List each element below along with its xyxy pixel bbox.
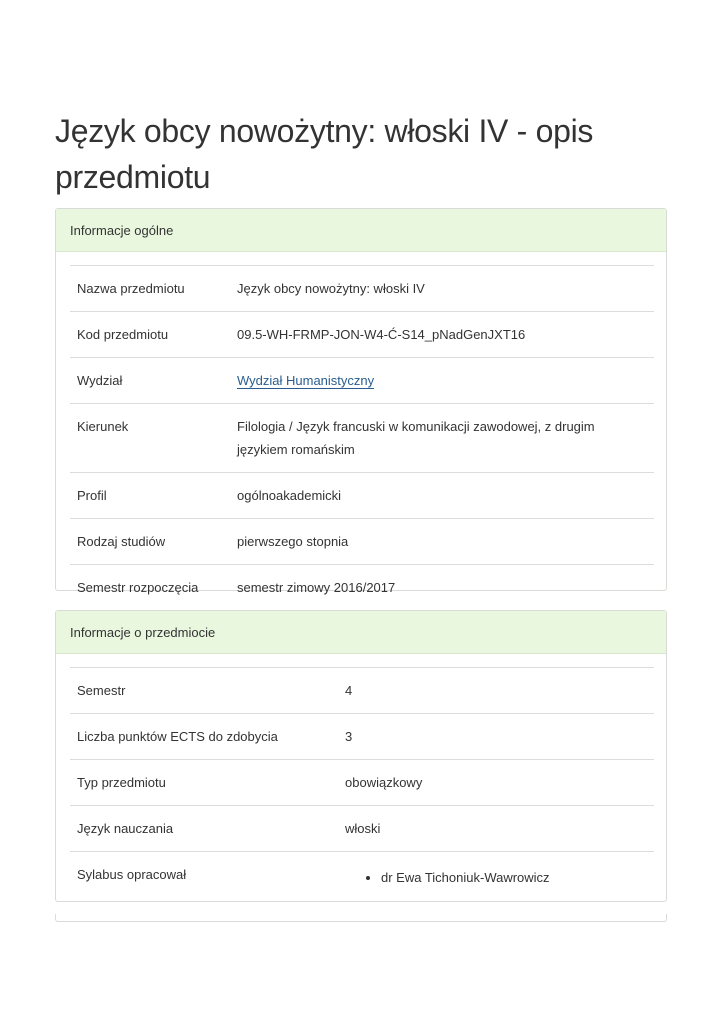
row-value: obowiązkowy — [338, 760, 654, 806]
row-value: włoski — [338, 806, 654, 852]
table-row — [70, 565, 654, 611]
table-row — [70, 519, 654, 565]
panel-heading: Informacje o przedmiocie — [56, 611, 666, 654]
panel-heading: Informacje ogólne — [56, 209, 666, 252]
row-value: 3 — [338, 714, 654, 760]
row-label: Wydział — [70, 358, 230, 404]
row-label: Semestr — [70, 668, 338, 714]
row-value: pierwszego stopnia — [230, 519, 654, 565]
general-info-table — [70, 265, 654, 610]
table-row — [70, 312, 654, 358]
author-list — [345, 866, 647, 889]
row-label: Sylabus opracował — [70, 852, 338, 901]
general-info-panel — [55, 208, 667, 595]
table-row — [70, 404, 654, 473]
row-label: Nazwa przedmiotu — [70, 266, 230, 312]
row-value: 4 — [338, 668, 654, 714]
course-info-panel — [55, 610, 667, 902]
table-row — [70, 266, 654, 312]
row-value: Język obcy nowożytny: włoski IV — [230, 266, 654, 312]
row-label: Rodzaj studiów — [70, 519, 230, 565]
row-label: Kierunek — [70, 404, 230, 473]
author-item: • dr Ewa Tichoniuk-Wawrowicz — [381, 866, 647, 889]
table-row — [70, 473, 654, 519]
table-row — [70, 852, 654, 901]
table-row — [70, 760, 654, 806]
page-title: Język obcy nowożytny: włoski IV - opis przedmiotu — [55, 113, 594, 195]
row-value — [338, 852, 654, 901]
row-label: Profil — [70, 473, 230, 519]
row-label: Język nauczania — [70, 806, 338, 852]
row-label: Typ przedmiotu — [70, 760, 338, 806]
row-value: ogólnoakademicki — [230, 473, 654, 519]
row-value: semestr zimowy 2016/2017 — [230, 565, 654, 611]
faculty-link[interactable]: Wydział Humanistyczny — [237, 373, 375, 388]
row-value — [230, 358, 654, 404]
table-row — [70, 358, 654, 404]
row-label: Kod przedmiotu — [70, 312, 230, 358]
next-panel-edge — [55, 914, 667, 922]
row-value: 09.5-WH-FRMP-JON-W4-Ć-S14_pNadGenJXT16 — [230, 312, 654, 358]
course-info-table — [70, 667, 654, 900]
row-label: Liczba punktów ECTS do zdobycia — [70, 714, 338, 760]
row-label: Semestr rozpoczęcia — [70, 565, 230, 611]
table-row — [70, 668, 654, 714]
table-row — [70, 714, 654, 760]
table-row — [70, 806, 654, 852]
row-value: Filologia / Język francuski w komunikacji zawodowej, z drugim językiem romańskim — [230, 404, 654, 473]
